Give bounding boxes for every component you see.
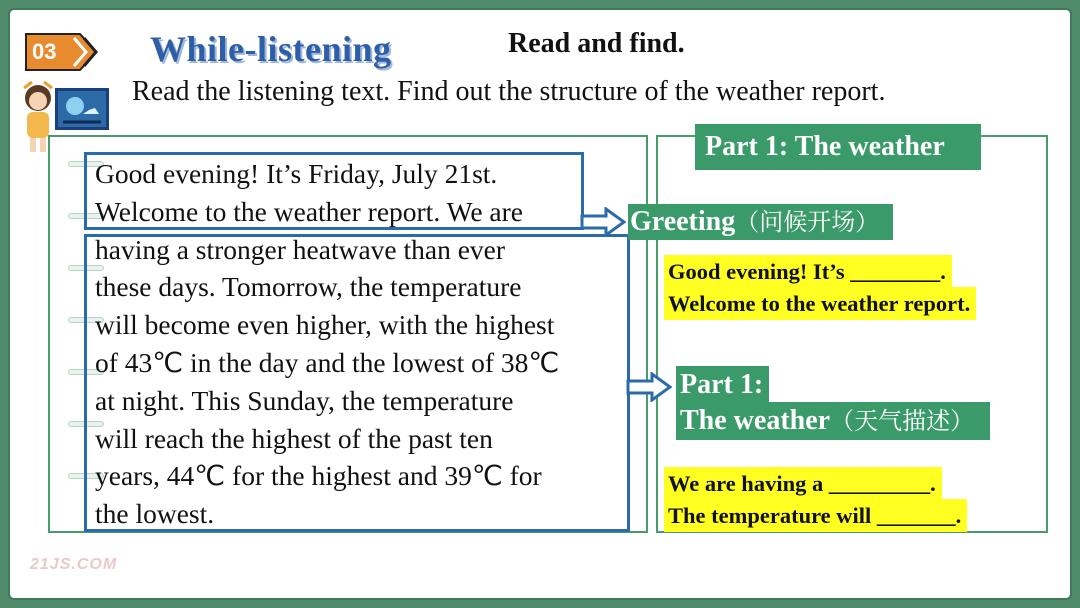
passage-line: will reach the highest of the past ten — [95, 422, 493, 454]
passage-line: Welcome to the weather report. We are — [95, 195, 523, 227]
part-heading: Part 1: The weather — [695, 124, 981, 170]
weather-label-line-1: Part 1: — [676, 366, 769, 404]
page-title: While-listening — [150, 29, 392, 69]
greeting-label-cn: （问候开场） — [735, 208, 880, 236]
greeting-fill-line-2: Welcome to the weather report. — [664, 287, 976, 320]
section-number: 03 — [32, 39, 57, 64]
weather-fill-line-2: The temperature will _______. — [664, 499, 967, 532]
weather-fill-line-1: We are having a _________. — [664, 467, 942, 500]
passage-line: having a stronger heatwave than ever — [95, 233, 506, 265]
weather-label-line-2 — [676, 402, 990, 440]
passage-line: at night. This Sunday, the temperature — [95, 384, 514, 416]
instruction-text: Read the listening text. Find out the structure of the weather report. — [132, 76, 886, 107]
double-arrow-right-icon — [580, 207, 626, 237]
weather-label-en: The weather — [680, 405, 831, 436]
page-subtitle: Read and find. — [508, 28, 685, 59]
passage-line: these days. Tomorrow, the temperature — [95, 271, 522, 303]
passage-line: Good evening! It’s Friday, July 21st. — [95, 158, 498, 189]
greeting-label — [628, 204, 893, 240]
weather-label-cn: （天气描述） — [830, 407, 975, 435]
greeting-label-en: Greeting — [630, 206, 736, 237]
section-badge-icon — [22, 30, 102, 74]
passage-line: the lowest. — [95, 498, 215, 530]
passage-line: years, 44℃ for the highest and 39℃ for — [95, 460, 542, 492]
greeting-fill-line-1: Good evening! It’s ________. — [664, 255, 952, 288]
footer-logo: 21JS.COM — [30, 556, 118, 573]
passage-line: of 43℃ in the day and the lowest of 38℃ — [95, 346, 560, 378]
passage-line: will become even higher, with the highest — [95, 309, 555, 341]
double-arrow-right-icon — [626, 372, 672, 402]
listening-passage — [95, 155, 635, 533]
weather-clock-icon — [55, 88, 109, 130]
